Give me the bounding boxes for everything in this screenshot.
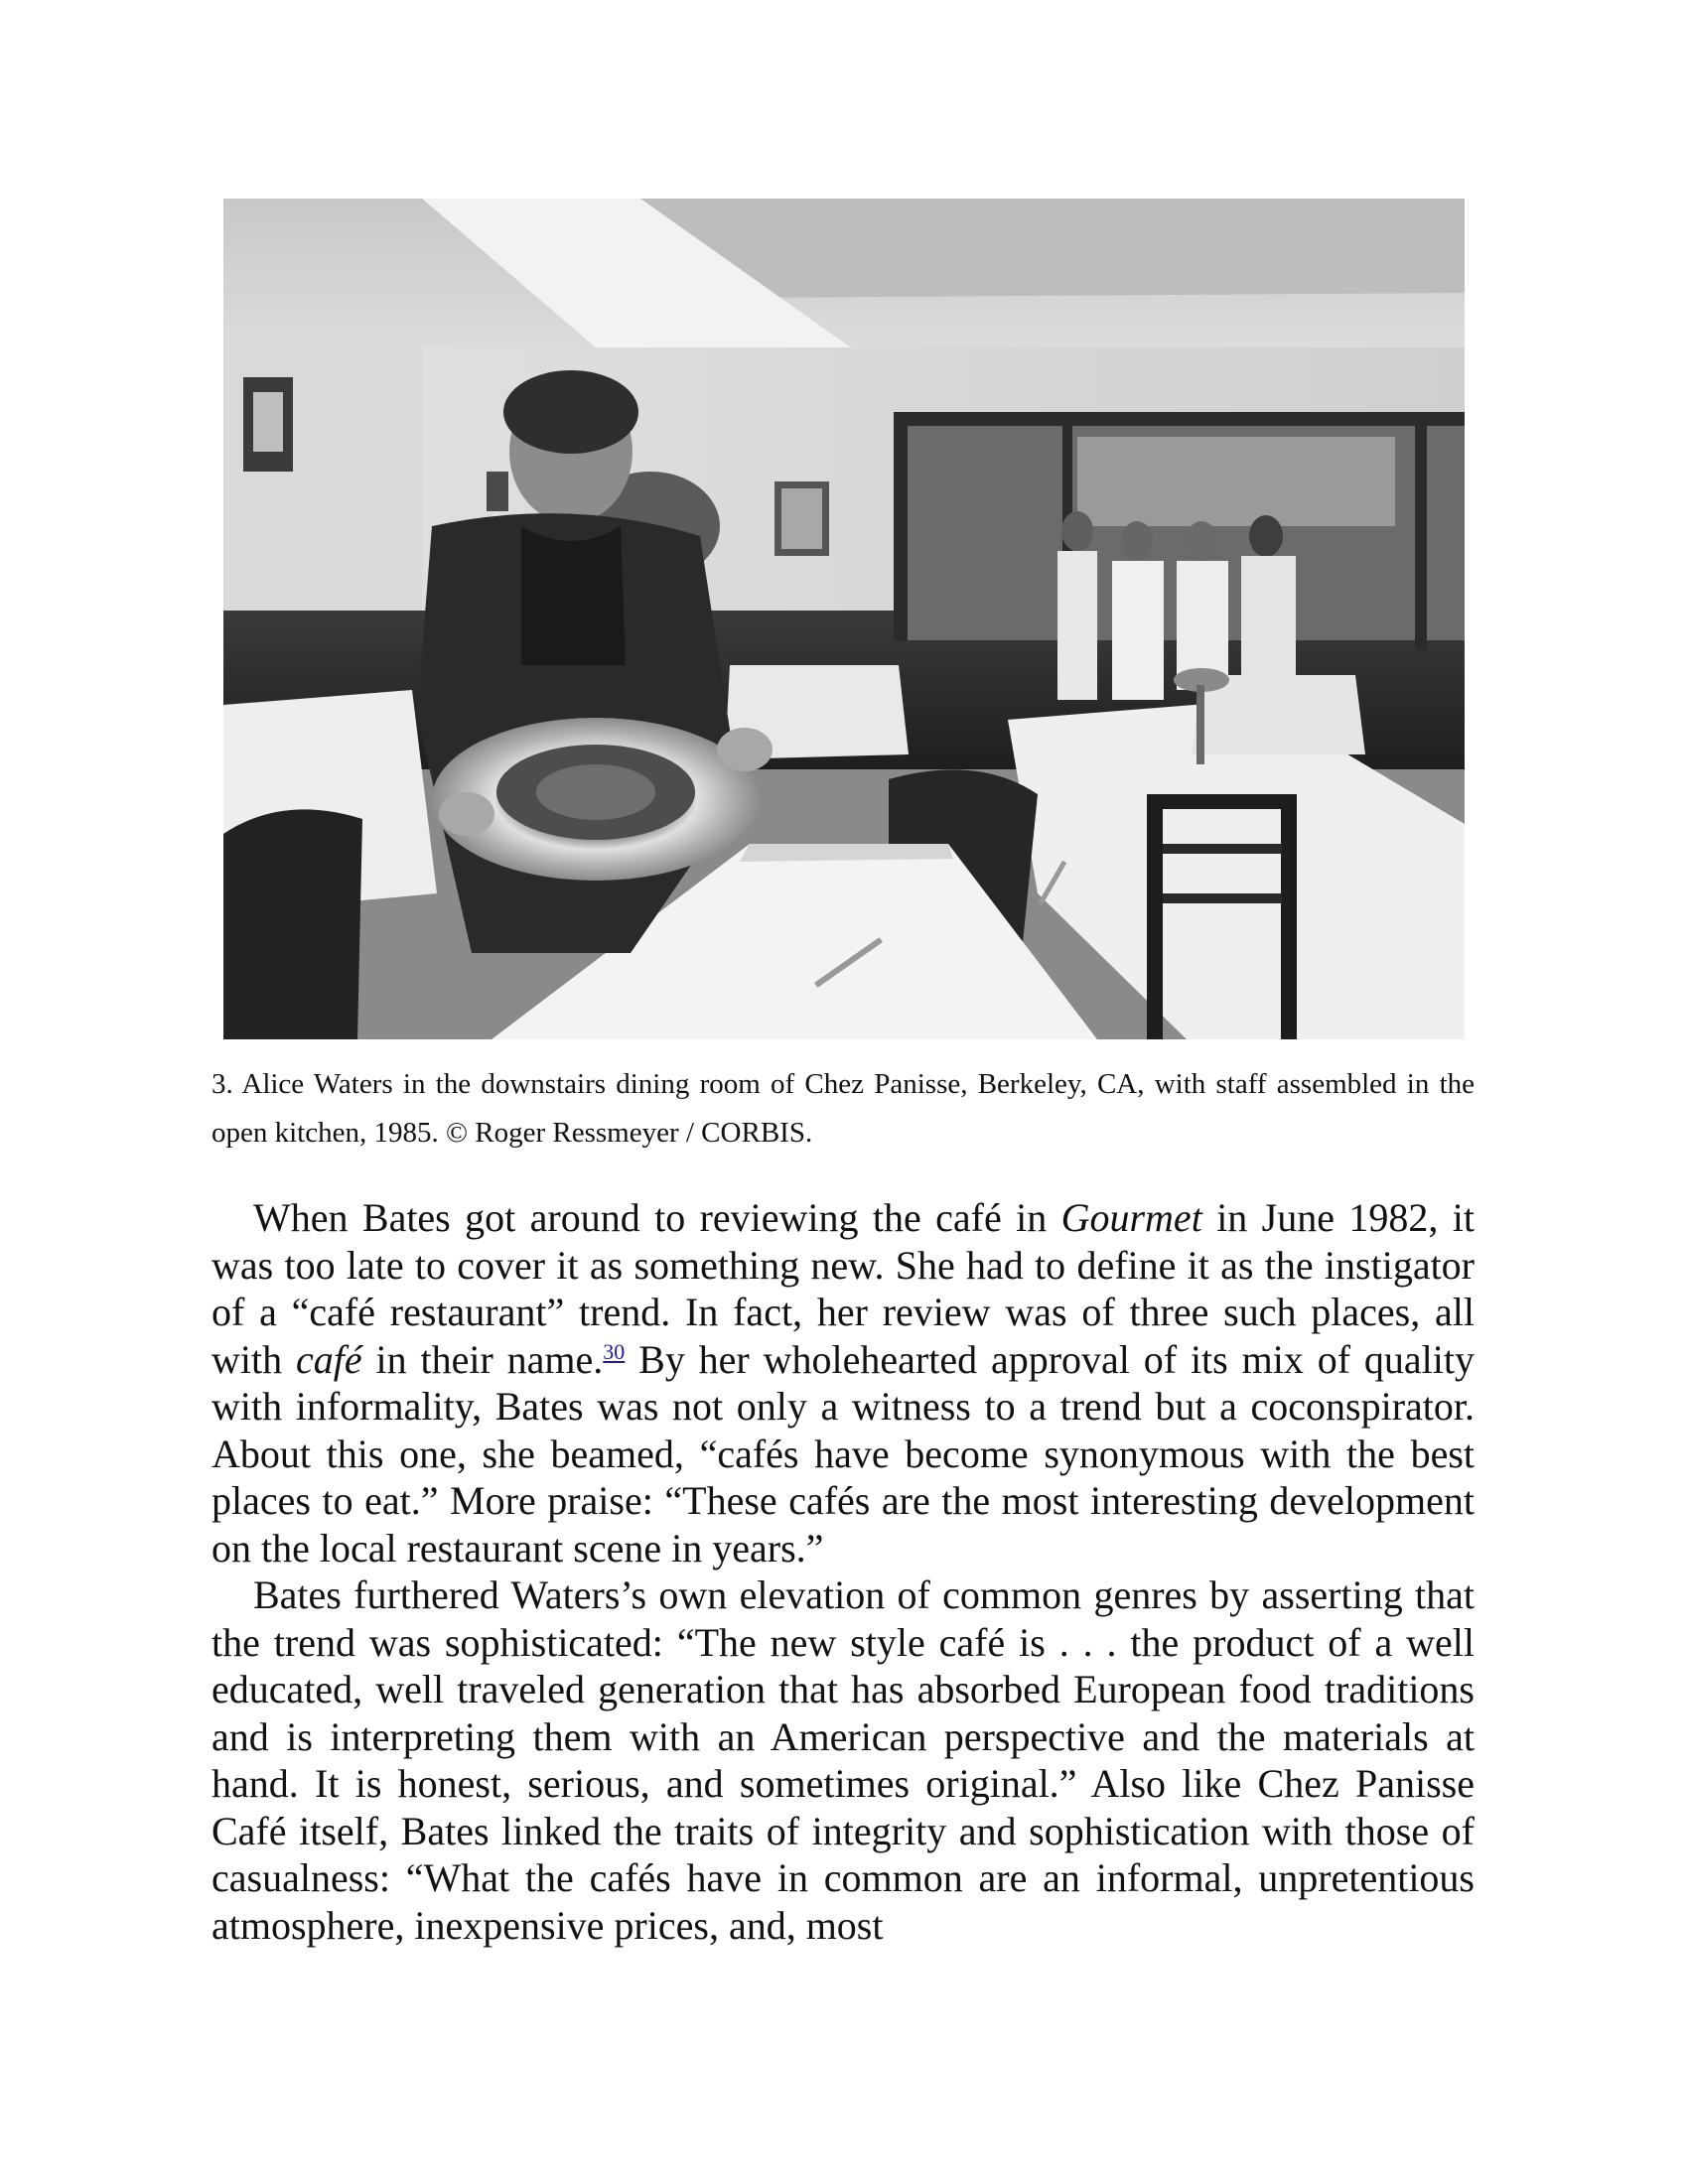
- figure-caption: 3. Alice Waters in the downstairs dining room of Chez Panisse, Berkeley, CA, with staff assembled in the open kitchen, 1985. © Roger Ressmeyer / CORBIS.: [211, 1068, 1475, 1149]
- body-text: [211, 1194, 1475, 1949]
- italic-title: Gourmet: [1060, 1195, 1202, 1240]
- footnote-link[interactable]: 30: [603, 1338, 626, 1364]
- italic-word: café: [295, 1336, 362, 1382]
- text-run: in June 1982, it was too late to cover it as something new. She had to define it as the instigator of a “café restaurant” trend. In fact, her review was of three such places, all with: [211, 1195, 1475, 1382]
- paragraph: Bates furthered Waters’s own elevation of common genres by asserting that the trend was sophisticated: “The new style café is . . . the product of a well educated, well traveled generation that has absorbed European food traditions and is interpreting them with an American perspective and the materials at hand. It is honest, serious, and sometimes original.” Also like Chez Panisse Café itself, Bates linked the traits of integrity and sophistication with those of casualness: “What the cafés have in common are an informal, unpretentious atmosphere, inexpensive prices, and, most: [211, 1572, 1475, 1948]
- figure-photo: [223, 199, 1465, 1039]
- text-run: When Bates got around to reviewing the café in: [253, 1195, 1061, 1240]
- dining-room-photo: [223, 199, 1465, 1039]
- text-run: By her wholehearted approval of its mix of quality with informality, Bates was not only a witness to a trend but a coconspirator. About this one, she beamed, “cafés have become synonymous with the best places to eat.” More praise: “These cafés are the most interesting development on the local restaurant scene in years.”: [211, 1336, 1475, 1570]
- text-run: in their name.: [361, 1336, 604, 1382]
- paragraph: [211, 1194, 1475, 1571]
- footnote-marker: [603, 1339, 625, 1364]
